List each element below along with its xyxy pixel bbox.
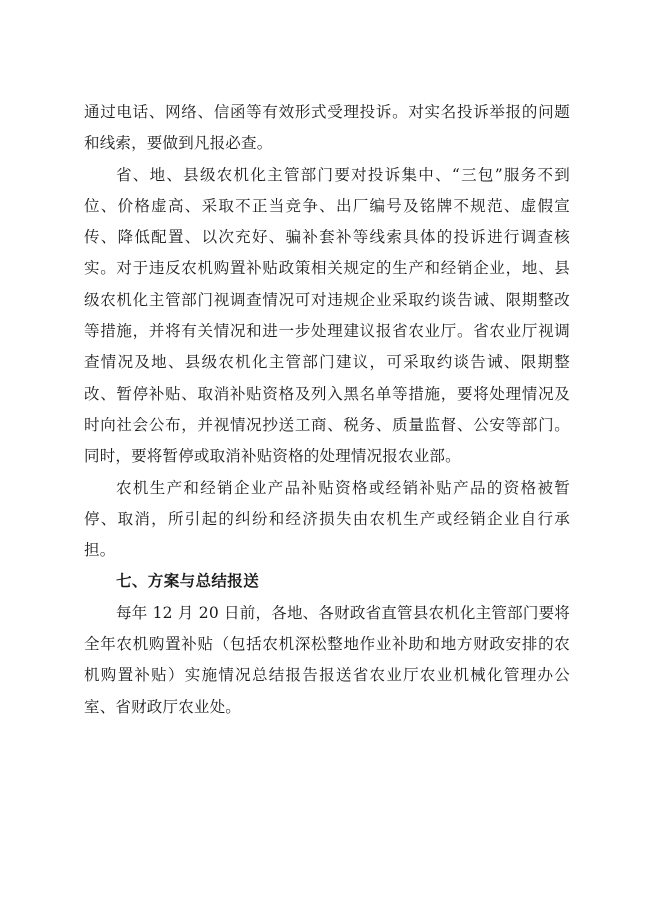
paragraph-complaint-channels: 通过电话、网络、信函等有效形式受理投诉。对实名投诉举报的问题和线索，要做到凡报必查。 bbox=[84, 103, 570, 153]
paragraph-enterprise-liability: 农机生产和经销企业产品补贴资格或经销补贴产品的资格被暂停、取消，所引起的纠纷和经济损失由农机生产或经销企业自行承担。 bbox=[84, 478, 570, 560]
section-heading-reporting: 七、方案与总结报送 bbox=[116, 572, 260, 591]
document-body bbox=[84, 97, 570, 723]
paragraph-investigation-measures: 省、地、县级农机化主管部门要对投诉集中、“三包”服务不到位、价格虚高、采取不正当竞争、出厂编号及铭牌不规范、虚假宣传、降低配置、以次充好、骗补套补等线索具体的投诉进行调查核实。对于违反农机购置补贴政策相关规定的生产和经销企业，地、县级农机化主管部门视调查情况可对违规企业采取约谈告诫、限期整改等措施，并将有关情况和进一步处理建议报省农业厅。省农业厅视调查情况及地、县级农机化主管部门建议，可采取约谈告诫、限期整改、暂停补贴、取消补贴资格及列入黑名单等措施，要将处理情况及时向社会公布，并视情况抄送工商、税务、质量监督、公安等部门。同时，要将暂停或取消补贴资格的处理情况报农业部。 bbox=[84, 165, 570, 466]
paragraph-annual-report: 每年 12 月 20 日前，各地、各财政省直管县农机化主管部门要将全年农机购置补贴（包括农机深松整地作业补助和地方财政安排的农机购置补贴）实施情况总结报告报送省农业厅农业机械化管理办公室、省财政厅农业处。 bbox=[84, 603, 570, 716]
